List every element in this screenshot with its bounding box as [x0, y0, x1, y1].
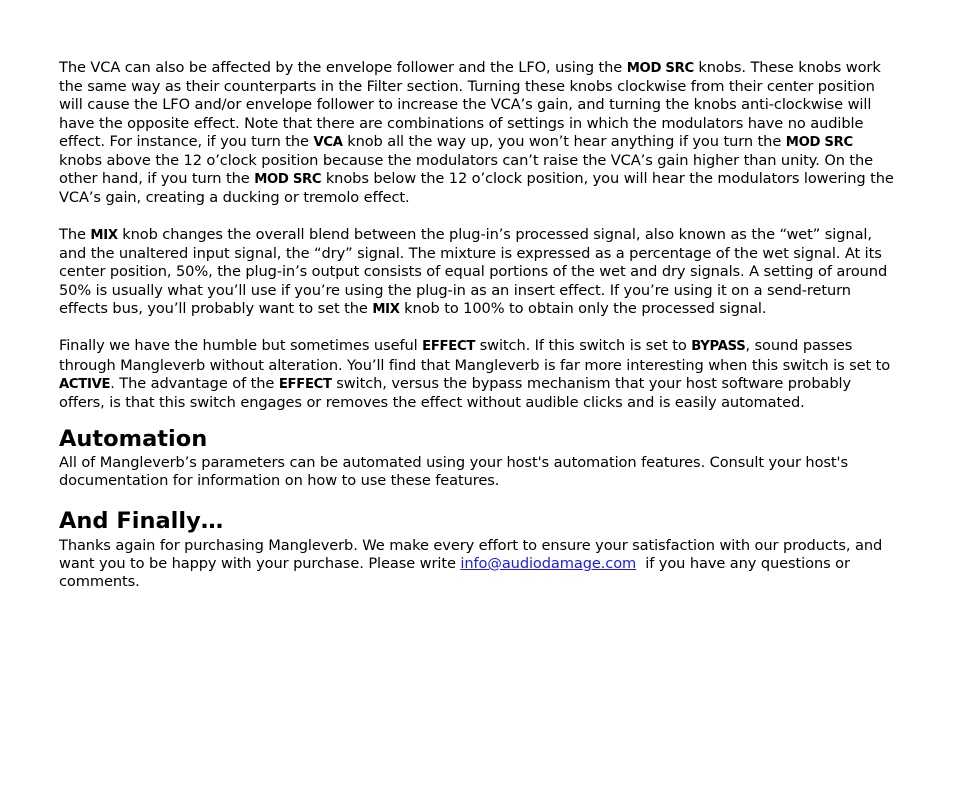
text-run: The: [59, 226, 91, 244]
mix-paragraph: [59, 226, 899, 319]
automation-paragraph: All of Mangleverb’s parameters can be automated using your host's automation features. Consult your host's documentation for information on how to use these features.: [59, 454, 848, 490]
vca-paragraph: [59, 59, 899, 208]
text-run: knob to 100% to obtain only the processed signal.: [399, 299, 767, 317]
keyword-mod-src: MOD SRC: [254, 172, 322, 188]
text-run: if you have any questions or comments.: [59, 554, 855, 591]
text-run: . The advantage of the: [110, 374, 279, 392]
email-link[interactable]: info@audiodamage.com: [460, 554, 637, 572]
keyword-mix: MIX: [90, 228, 118, 244]
keyword-mod-src: MOD SRC: [626, 61, 694, 76]
text-run: knob all the way up, you won’t hear anything if you turn the: [342, 132, 786, 150]
text-run: The VCA can also be affected by the envelope follower and the LFO, using the: [59, 59, 627, 76]
text-run: Thanks again for purchasing Mangleverb. We make every effort to ensure your satisfaction with our products, and want you to be happy with your purchase. Please write: [59, 536, 883, 572]
text-run: knobs below the 12 o’clock position, you will hear the modulators lowering the VCA’s gain, creating a ducking or tremolo effect.: [59, 170, 894, 207]
keyword-active: ACTIVE: [59, 376, 111, 392]
text-run: knob changes the overall blend between the plug-in’s processed signal, also known as the “wet” signal, and the unaltered input signal, the “dry” signal. The mixture is expressed as a percentage of the wet signal. At its center position, 50%, the plug-in’s output consists of equal portions of the wet and dry signals. A setting of around 50% is usually what you’ll use if you’re using the plug-in as an insert effect. If you’re using it on a send-return effects bus, you’ll probably want to set the: [59, 226, 888, 317]
text-run: switch. If this switch is set to: [475, 337, 692, 355]
keyword-vca: VCA: [313, 134, 343, 150]
paragraph-gap: [59, 208, 899, 226]
paragraph-gap: [59, 319, 899, 337]
and-finally-heading: And Finally…: [59, 507, 224, 534]
keyword-mod-src: MOD SRC: [785, 134, 853, 150]
automation-heading: Automation: [59, 426, 208, 453]
keyword-effect: EFFECT: [278, 376, 332, 392]
text-run: knobs above the 12 o’clock position because the modulators can’t raise the VCA’s gain higher than unity. On the other hand, if you turn the: [59, 152, 874, 188]
and-finally-paragraph: [59, 537, 899, 592]
text-run: , sound passes through Mangleverb without alteration. You’ll find that Mangleverb is far more interesting when this switch is set to: [59, 337, 891, 374]
keyword-mix: MIX: [372, 301, 400, 317]
effect-paragraph: [59, 337, 899, 412]
text-run: switch, versus the bypass mechanism that your host software probably offers, is that this switch engages or removes the effect without audible clicks and is easily automated.: [59, 374, 852, 412]
keyword-bypass: BYPASS: [691, 339, 746, 355]
keyword-effect: EFFECT: [422, 339, 476, 355]
text-run: Finally we have the humble but sometimes useful: [59, 337, 423, 355]
text-run: knobs. These knobs work the same way as their counterparts in the Filter section. Turning these knobs clockwise from their center position will cause the LFO and/or envelope follower to increase the VCA’s gain, and turning the knobs anti-clockwise will have the opposite effect. Note that there are combinations of settings in which the modulators have no audible effect. For instance, if you turn the: [59, 59, 881, 150]
document-page: [59, 59, 899, 591]
